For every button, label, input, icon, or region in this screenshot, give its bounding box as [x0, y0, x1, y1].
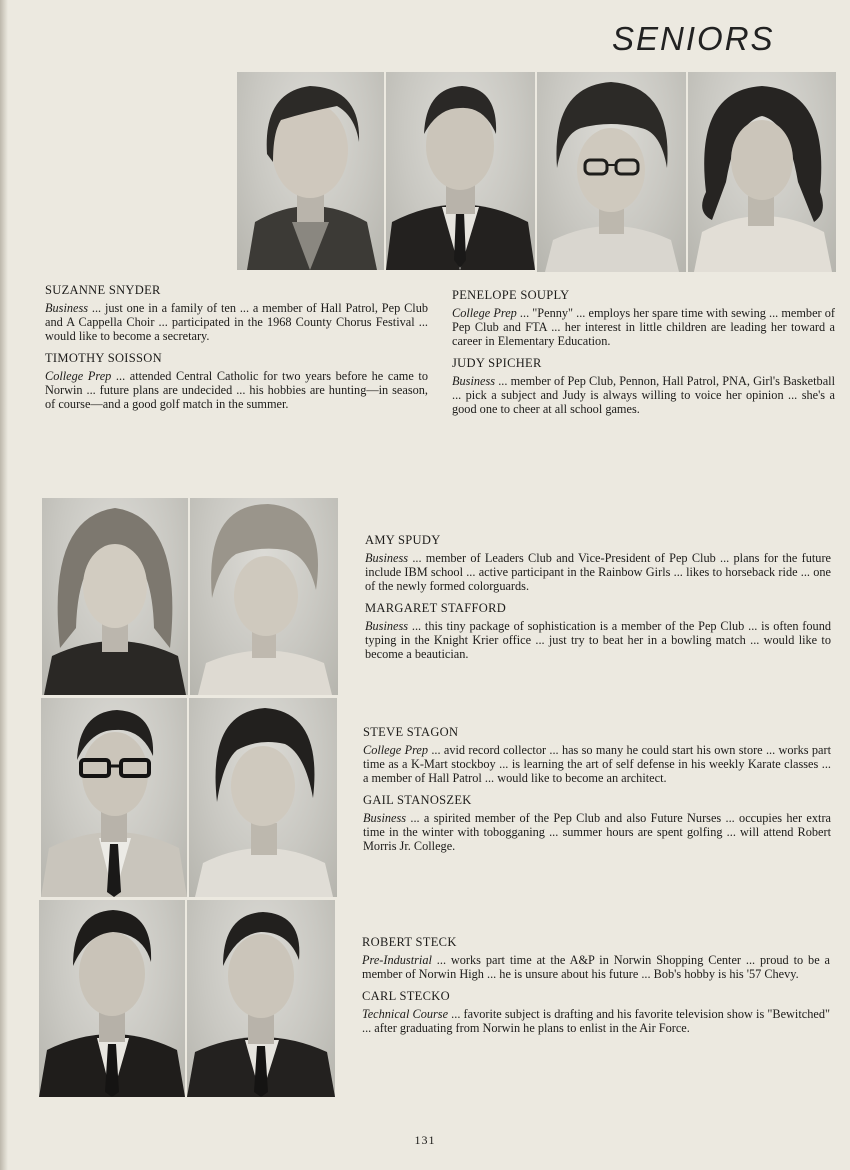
page-heading: SENIORS [612, 20, 775, 57]
bio-text: ... just one in a family of ten ... a member of Hall Patrol, Pep Club and A Cappella Choir ... participated in the 1968 County Chorus Festival ... would like to become a secretary. [45, 301, 428, 343]
portrait-judy-spicher [688, 72, 836, 272]
portrait-timothy-soisson [386, 72, 535, 270]
bio-text: ... member of Leaders Club and Vice-President of Pep Club ... plans for the future include IBM school ... active participant in the Rainbow Girls ... likes to horseback ride ... one of the newly formed colorguards. [365, 551, 831, 593]
bio-entry [363, 793, 831, 853]
portrait-amy-spudy [42, 498, 188, 695]
bio-entry [365, 601, 831, 661]
bio-paragraph [45, 369, 428, 411]
bio-entry [452, 356, 835, 416]
course-label: Business [452, 374, 496, 388]
bio-paragraph [452, 306, 835, 348]
bio-entry [45, 351, 428, 411]
portrait-gail-stanoszek [189, 698, 337, 897]
bio-text: ... a spirited member of the Pep Club and also Future Nurses ... occupies her extra time in the winter with tobogganing ... summer hours are spent golfing ... will attend Robert Morris Jr. College. [363, 811, 831, 853]
bio-paragraph [45, 301, 428, 343]
portrait-carl-stecko [187, 900, 335, 1097]
bio-paragraph [363, 811, 831, 853]
bio-text: ... favorite subject is drafting and his favorite television show is "Bewitched" ... after graduating from Norwin he plans to enlist in the Air Force. [362, 1007, 830, 1035]
bio-column-steve-group [363, 725, 831, 853]
student-name: CARL STECKO [362, 989, 450, 1003]
course-label: Technical Course [362, 1007, 449, 1021]
portrait-suzanne-snyder [237, 72, 384, 270]
bio-text: ... this tiny package of sophistication is a member of the Pep Club ... is often found typing in the Knight Krier office ... just try to beat her in a bowling match ... would like to become a beautician. [365, 619, 831, 661]
bio-column-left [45, 283, 428, 411]
bio-entry [45, 283, 428, 343]
bio-entry [365, 533, 831, 593]
bio-paragraph [452, 374, 835, 416]
bio-entry [362, 935, 830, 981]
course-label: Pre-Industrial [362, 953, 432, 967]
bio-text: ... avid record collector ... has so many he could start his own store ... works part time as a K-Mart stockboy ... is learning the art of self defense in his weekly Karate classes ... a member of Hall Patrol ... would like to become an architect. [363, 743, 831, 785]
course-label: Business [365, 551, 409, 565]
student-name: STEVE STAGON [363, 725, 459, 739]
bio-column-right [452, 288, 835, 416]
bio-entry [452, 288, 835, 348]
bio-paragraph [365, 619, 831, 661]
portrait-steve-stagon [41, 698, 187, 897]
page-binding-edge [0, 0, 8, 1170]
student-name: PENELOPE SOUPLY [452, 288, 570, 302]
course-label: Business [365, 619, 409, 633]
bio-paragraph [362, 953, 830, 981]
portrait-margaret-stafford [190, 498, 338, 695]
course-label: College Prep [45, 369, 112, 383]
student-name: TIMOTHY SOISSON [45, 351, 162, 365]
student-name: MARGARET STAFFORD [365, 601, 507, 615]
student-name: SUZANNE SNYDER [45, 283, 161, 297]
bio-text: ... member of Pep Club, Pennon, Hall Patrol, PNA, Girl's Basketball ... pick a subject and Judy is always willing to voice her opinion ... she's a good one to cheer at all school games. [452, 374, 835, 416]
bio-paragraph [363, 743, 831, 785]
bio-column-robert-group [362, 935, 830, 1035]
bio-paragraph [365, 551, 831, 593]
course-label: College Prep [363, 743, 429, 757]
bio-paragraph [362, 1007, 830, 1035]
bio-text: ... works part time at the A&P in Norwin Shopping Center ... proud to be a member of Norwin High ... he is unsure about his future ... Bob's hobby is his '57 Chevy. [362, 953, 830, 981]
portrait-robert-steck [39, 900, 185, 1097]
bio-text: ... "Penny" ... employs her spare time with sewing ... member of Pep Club and FTA ... her interest in little children are leading her toward a career in Elementary Education. [452, 306, 835, 348]
course-label: College Prep [452, 306, 517, 320]
student-name: AMY SPUDY [365, 533, 441, 547]
student-name: GAIL STANOSZEK [363, 793, 472, 807]
course-label: Business [45, 301, 89, 315]
bio-column-amy-group [365, 533, 831, 661]
course-label: Business [363, 811, 407, 825]
student-name: ROBERT STECK [362, 935, 457, 949]
portrait-penelope-souply [537, 72, 686, 272]
bio-entry [363, 725, 831, 785]
bio-entry [362, 989, 830, 1035]
page-number: 131 [414, 1133, 436, 1147]
bio-text: ... attended Central Catholic for two years before he came to Norwin ... future plans are undecided ... his hobbies are hunting—in season, of course—and a good golf match in the summer. [45, 369, 428, 411]
student-name: JUDY SPICHER [452, 356, 542, 370]
